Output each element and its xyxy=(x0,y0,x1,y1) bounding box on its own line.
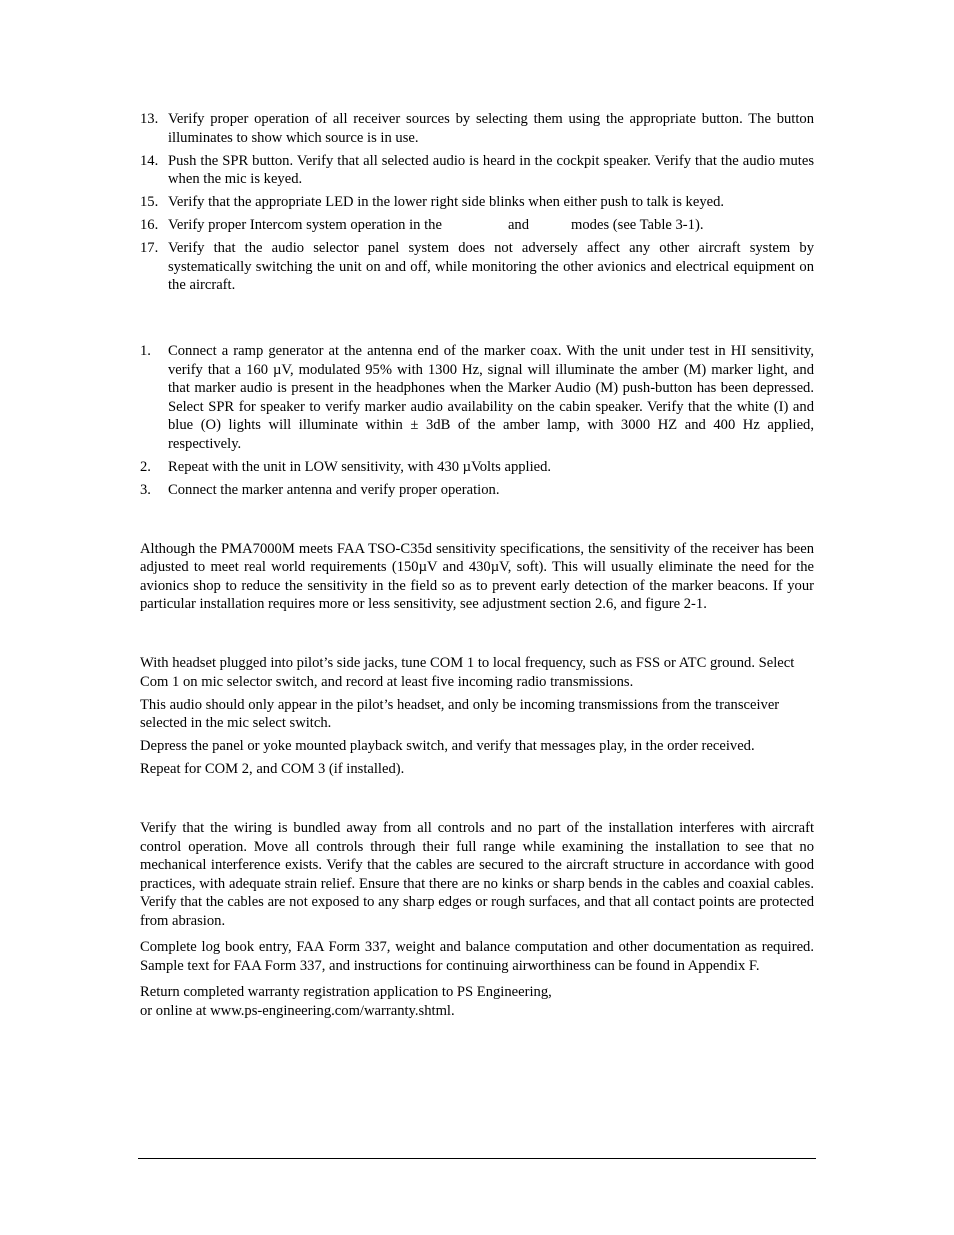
playback-paragraph: With headset plugged into pilot’s side jacks, tune COM 1 to local frequency, such as FSS or ATC ground. Select Com 1 on mic selector switch, and record at least five incoming radio transmissions. xyxy=(140,655,795,690)
list-item: 13. Verify proper operation of all receiver sources by selecting them using the appropriate button. The button illuminates to show which source is in use. xyxy=(140,111,814,146)
document-body xyxy=(140,110,814,1025)
footer-rule xyxy=(138,1158,816,1159)
list-item: 2. Repeat with the unit in LOW sensitivity, with 430 µVolts applied. xyxy=(140,458,552,475)
playback-paragraph: Repeat for COM 2, and COM 3 (if installed). xyxy=(140,761,405,777)
checkout-list-continued xyxy=(140,110,814,295)
playback-paragraph: Depress the panel or yoke mounted playback switch, and verify that messages play, in the order received. xyxy=(140,738,755,754)
list-item: 15. Verify that the appropriate LED in the lower right side blinks when either push to talk is keyed. xyxy=(140,194,725,210)
list-item: 17. Verify that the audio selector panel system does not adversely affect any other aircraft system by systematically switching the unit on and off, while monitoring the other avionics and electrical equipment on the aircraft. xyxy=(140,240,814,293)
list-item: 14. Push the SPR button. Verify that all selected audio is heard in the cockpit speaker. Verify that the audio mutes when the mic is keyed. xyxy=(140,152,814,187)
marker-test-list xyxy=(140,342,814,499)
warranty-paragraph: Return completed warranty registration application to PS Engineering, or online at www.ps-engineering.com/warranty.shtml. xyxy=(140,984,552,1019)
playback-paragraph: This audio should only appear in the pilot’s headset, and only be incoming transmissions from the transceiver selected in the mic select switch. xyxy=(140,696,780,731)
documentation-paragraph: Complete log book entry, FAA Form 337, weight and balance computation and other documentation as required. Sample text for FAA Form 337, and instructions for continuing airworthiness can be found in Appendix F. xyxy=(140,939,814,974)
list-item: 3. Connect the marker antenna and verify proper operation. xyxy=(140,481,500,498)
list-item: 16. Verify proper Intercom system operation in the and modes (see Table 3-1). xyxy=(140,217,704,233)
final-inspection-paragraph: Verify that the wiring is bundled away from all controls and no part of the installation interferes with aircraft control operation. Move all controls through their full range while examining the installation to see that no mechanical interference exists. Verify that the cables are secured to the aircraft structure in accordance with good practices, with adequate strain relief. Ensure that there are no kinks or sharp bends in the cables and coaxial cables. Verify that the cables are not exposed to any sharp edges or rough surfaces, and that all contact points are protected from abrasion. xyxy=(140,820,814,929)
sensitivity-paragraph: Although the PMA7000M meets FAA TSO-C35d sensitivity specifications, the sensitivity of the receiver has been adjusted to meet real world requirements (150µV and 430µV, soft). This will usually eliminate the need for the avionics shop to reduce the sensitivity in the field so as to prevent early detection of the marker beacons. If your particular installation requires more or less sensitivity, see adjustment section 2.6, and figure 2-1. xyxy=(140,540,814,612)
list-item: 1. Connect a ramp generator at the antenna end of the marker coax. With the unit under test in HI sensitivity, verify that a 160 µV, modulated 95% with 1300 Hz, signal will illuminate the amber (M) marker light, and that marker audio is present in the headphones when the Marker Audio (M) push-button has been depressed. Select SPR for speaker to verify marker audio availability on the cabin speaker. Verify that the white (I) and blue (O) lights will illuminate within ± 3dB of the amber lamp, with 3000 HZ and 400 Hz applied, respectively. xyxy=(140,343,814,452)
